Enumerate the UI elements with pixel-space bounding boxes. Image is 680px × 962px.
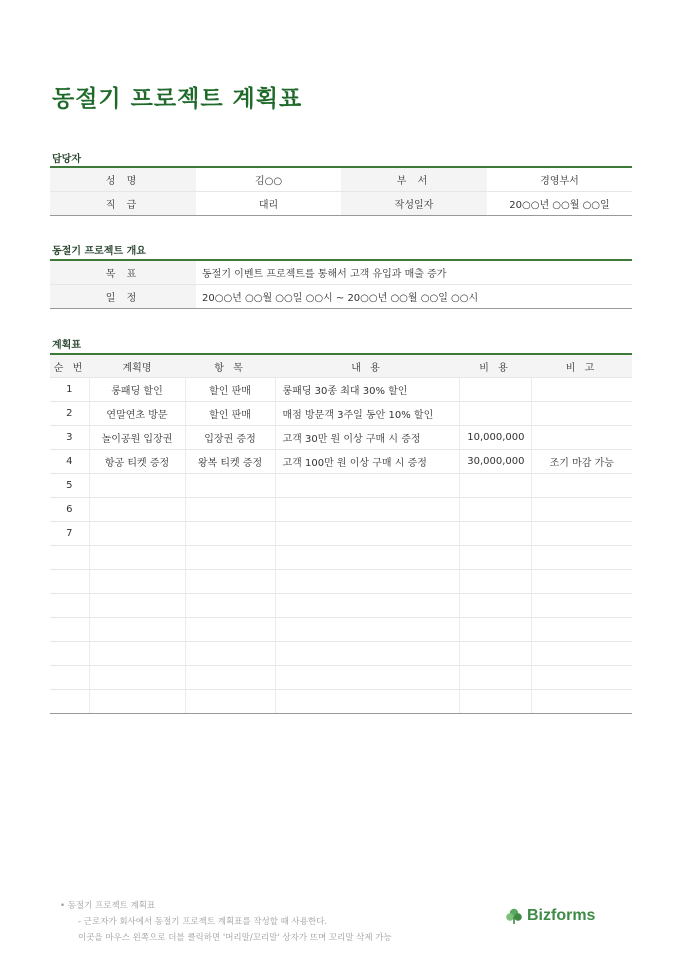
table-row bbox=[50, 260, 632, 285]
plan-table bbox=[50, 353, 632, 714]
cell-item[interactable] bbox=[185, 642, 275, 666]
cell-plan-name[interactable] bbox=[89, 690, 185, 714]
cell-cost[interactable] bbox=[459, 594, 531, 618]
label-rank: 직 급 bbox=[50, 192, 196, 216]
cell-cost[interactable] bbox=[459, 498, 531, 522]
cell-item[interactable]: 할인 판매 bbox=[185, 378, 275, 402]
cell-no[interactable] bbox=[50, 690, 89, 714]
table-row bbox=[50, 450, 632, 474]
cell-item[interactable] bbox=[185, 546, 275, 570]
cell-plan-name[interactable]: 롱패딩 할인 bbox=[89, 378, 185, 402]
cell-item[interactable]: 할인 판매 bbox=[185, 402, 275, 426]
cell-plan-name[interactable]: 놀이공원 입장권 bbox=[89, 426, 185, 450]
cell-plan-name[interactable] bbox=[89, 666, 185, 690]
cell-no[interactable]: 4 bbox=[50, 450, 89, 474]
cell-note[interactable] bbox=[531, 498, 632, 522]
cell-no[interactable] bbox=[50, 570, 89, 594]
cell-note[interactable] bbox=[531, 666, 632, 690]
label-department: 부 서 bbox=[341, 167, 487, 192]
cell-cost[interactable] bbox=[459, 666, 531, 690]
table-row bbox=[50, 167, 632, 192]
cell-content[interactable] bbox=[275, 690, 459, 714]
section-label-manager: 담당자 bbox=[52, 154, 81, 165]
cell-no[interactable]: 6 bbox=[50, 498, 89, 522]
cell-item[interactable]: 왕복 티켓 증정 bbox=[185, 450, 275, 474]
cell-content[interactable] bbox=[275, 570, 459, 594]
cell-no[interactable] bbox=[50, 594, 89, 618]
cell-cost[interactable] bbox=[459, 570, 531, 594]
column-header-content: 내 용 bbox=[275, 354, 459, 378]
cell-cost[interactable] bbox=[459, 690, 531, 714]
cell-note[interactable] bbox=[531, 546, 632, 570]
cell-content[interactable] bbox=[275, 618, 459, 642]
cell-item[interactable] bbox=[185, 498, 275, 522]
cell-no[interactable]: 7 bbox=[50, 522, 89, 546]
column-header-note: 비 고 bbox=[531, 354, 632, 378]
cell-plan-name[interactable] bbox=[89, 618, 185, 642]
cell-item[interactable]: 입장권 증정 bbox=[185, 426, 275, 450]
cell-plan-name[interactable] bbox=[89, 546, 185, 570]
cell-note[interactable] bbox=[531, 378, 632, 402]
column-header-no: 순 번 bbox=[50, 354, 89, 378]
table-row bbox=[50, 192, 632, 216]
cell-item[interactable] bbox=[185, 594, 275, 618]
logo-text: Bizforms bbox=[527, 907, 596, 924]
cell-content[interactable] bbox=[275, 666, 459, 690]
cell-content[interactable] bbox=[275, 546, 459, 570]
table-row bbox=[50, 522, 632, 546]
section-label-overview: 동절기 프로젝트 개요 bbox=[52, 246, 146, 257]
leaf-icon bbox=[505, 907, 523, 925]
table-header-row bbox=[50, 354, 632, 378]
cell-item[interactable] bbox=[185, 666, 275, 690]
cell-content[interactable]: 고객 30만 원 이상 구매 시 증정 bbox=[275, 426, 459, 450]
table-row bbox=[50, 666, 632, 690]
cell-no[interactable] bbox=[50, 546, 89, 570]
table-row bbox=[50, 426, 632, 450]
cell-no[interactable]: 1 bbox=[50, 378, 89, 402]
cell-no[interactable] bbox=[50, 642, 89, 666]
cell-plan-name[interactable] bbox=[89, 474, 185, 498]
cell-content[interactable]: 롱패딩 30종 최대 30% 할인 bbox=[275, 378, 459, 402]
cell-item[interactable] bbox=[185, 522, 275, 546]
table-row bbox=[50, 570, 632, 594]
cell-cost[interactable] bbox=[459, 522, 531, 546]
table-row bbox=[50, 378, 632, 402]
cell-content[interactable] bbox=[275, 594, 459, 618]
page-title: 동절기 프로젝트 계획표 bbox=[52, 86, 303, 112]
cell-no[interactable]: 5 bbox=[50, 474, 89, 498]
cell-note[interactable] bbox=[531, 426, 632, 450]
cell-item[interactable] bbox=[185, 570, 275, 594]
label-schedule: 일 정 bbox=[50, 285, 196, 309]
cell-cost[interactable]: 30,000,000 bbox=[459, 450, 531, 474]
table-row bbox=[50, 402, 632, 426]
cell-no[interactable] bbox=[50, 666, 89, 690]
cell-note[interactable] bbox=[531, 690, 632, 714]
cell-plan-name[interactable] bbox=[89, 642, 185, 666]
cell-plan-name[interactable] bbox=[89, 594, 185, 618]
bizforms-logo bbox=[505, 907, 595, 925]
table-row bbox=[50, 285, 632, 309]
cell-cost[interactable] bbox=[459, 474, 531, 498]
table-row bbox=[50, 690, 632, 714]
cell-note[interactable]: 조기 마감 가능 bbox=[531, 450, 632, 474]
cell-cost[interactable] bbox=[459, 378, 531, 402]
column-header-item: 항 목 bbox=[185, 354, 275, 378]
manager-table bbox=[50, 166, 632, 216]
table-row bbox=[50, 618, 632, 642]
footer-line-description: - 근로자가 회사에서 동절기 프로젝트 계획표를 작성할 때 사용한다. bbox=[78, 917, 328, 927]
overview-table bbox=[50, 259, 632, 309]
table-row bbox=[50, 498, 632, 522]
cell-note[interactable] bbox=[531, 474, 632, 498]
cell-content[interactable]: 고객 100만 원 이상 구매 시 증정 bbox=[275, 450, 459, 474]
cell-no[interactable]: 3 bbox=[50, 426, 89, 450]
cell-item[interactable] bbox=[185, 618, 275, 642]
label-goal: 목 표 bbox=[50, 260, 196, 285]
cell-cost[interactable] bbox=[459, 402, 531, 426]
cell-item[interactable] bbox=[185, 474, 275, 498]
cell-content[interactable] bbox=[275, 498, 459, 522]
column-header-name: 계획명 bbox=[89, 354, 185, 378]
cell-no[interactable] bbox=[50, 618, 89, 642]
table-row bbox=[50, 642, 632, 666]
cell-note[interactable] bbox=[531, 570, 632, 594]
cell-item[interactable] bbox=[185, 690, 275, 714]
cell-no[interactable]: 2 bbox=[50, 402, 89, 426]
cell-note[interactable] bbox=[531, 618, 632, 642]
cell-plan-name[interactable] bbox=[89, 570, 185, 594]
column-header-cost: 비 용 bbox=[459, 354, 531, 378]
cell-note[interactable] bbox=[531, 594, 632, 618]
table-row bbox=[50, 594, 632, 618]
value-department[interactable]: 경영부서 bbox=[487, 167, 632, 192]
cell-cost[interactable] bbox=[459, 546, 531, 570]
cell-content[interactable] bbox=[275, 522, 459, 546]
table-row bbox=[50, 546, 632, 570]
value-rank[interactable]: 대리 bbox=[196, 192, 341, 216]
value-goal[interactable]: 동절기 이벤트 프로젝트를 통해서 고객 유입과 매출 증가 bbox=[196, 260, 632, 285]
cell-cost[interactable] bbox=[459, 642, 531, 666]
footer-line-title: • 동절기 프로젝트 계획표 bbox=[60, 901, 156, 911]
cell-plan-name[interactable]: 항공 티켓 증정 bbox=[89, 450, 185, 474]
label-date: 작성일자 bbox=[341, 192, 487, 216]
cell-content[interactable] bbox=[275, 642, 459, 666]
cell-plan-name[interactable]: 연말연초 방문 bbox=[89, 402, 185, 426]
cell-note[interactable] bbox=[531, 402, 632, 426]
cell-cost[interactable]: 10,000,000 bbox=[459, 426, 531, 450]
footer-notes[interactable] bbox=[60, 898, 392, 946]
cell-content[interactable] bbox=[275, 474, 459, 498]
label-name: 성 명 bbox=[50, 167, 196, 192]
cell-cost[interactable] bbox=[459, 618, 531, 642]
footer-line-hint: 이곳을 마우스 왼쪽으로 더블 클릭하면 '머리말/꼬리말' 상자가 뜨며 꼬리말 삭제 가능 bbox=[78, 933, 392, 943]
cell-plan-name[interactable] bbox=[89, 498, 185, 522]
value-date[interactable]: 20○○년 ○○월 ○○일 bbox=[487, 192, 632, 216]
table-row bbox=[50, 474, 632, 498]
value-name[interactable]: 김○○ bbox=[196, 167, 341, 192]
value-schedule[interactable]: 20○○년 ○○월 ○○일 ○○시 ~ 20○○년 ○○월 ○○일 ○○시 bbox=[196, 285, 632, 309]
cell-plan-name[interactable] bbox=[89, 522, 185, 546]
cell-content[interactable]: 매점 방문객 3주일 동안 10% 할인 bbox=[275, 402, 459, 426]
cell-note[interactable] bbox=[531, 522, 632, 546]
section-label-plan: 계획표 bbox=[52, 340, 81, 351]
cell-note[interactable] bbox=[531, 642, 632, 666]
